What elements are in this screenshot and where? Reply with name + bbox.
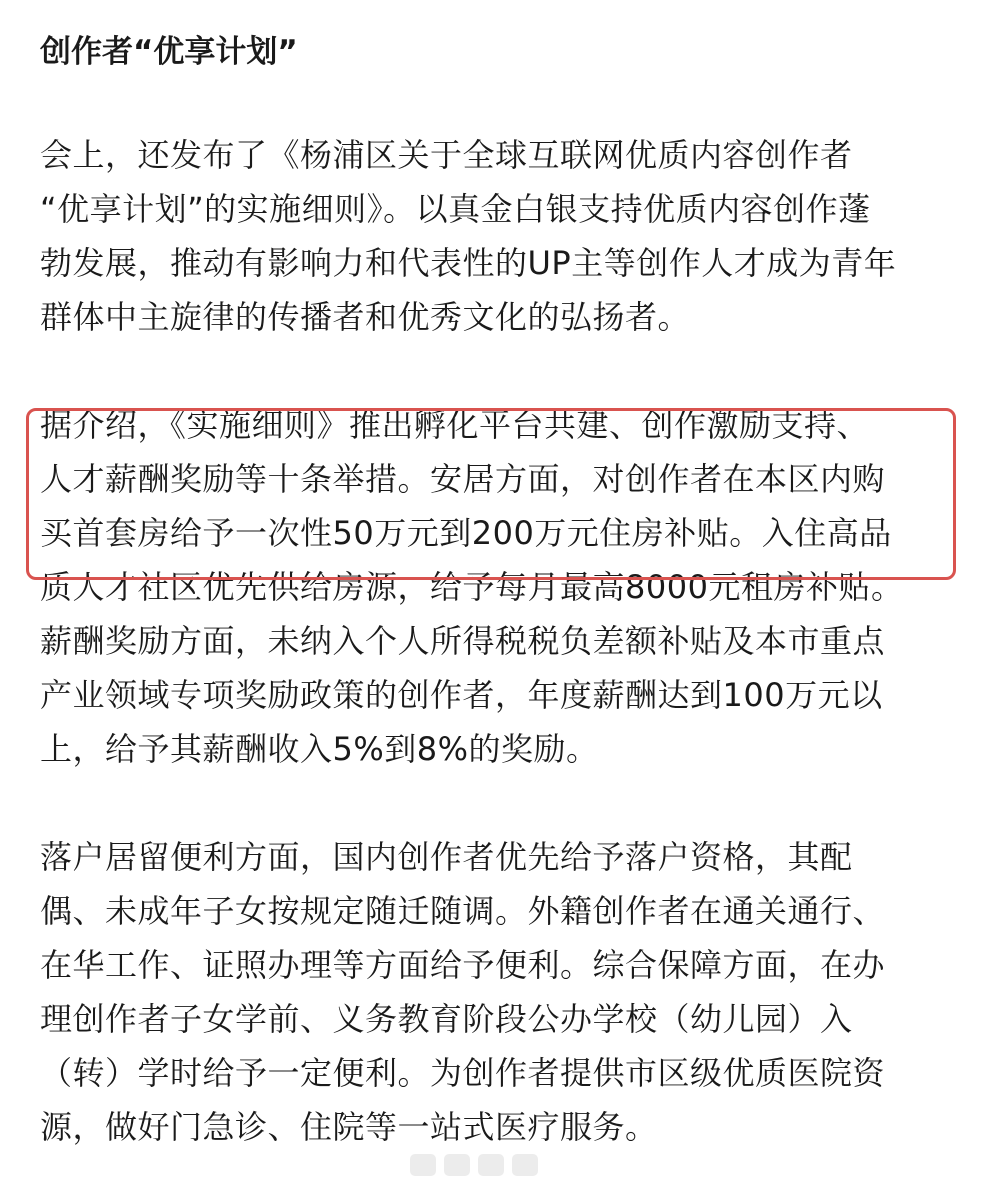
paragraph-line: 落户居留便利方面，国内创作者优先给予落户资格，其配 bbox=[40, 838, 853, 876]
paragraph-line: 据介绍，《实施细则》推出孵化平台共建、创作激励支持、 bbox=[40, 406, 870, 444]
paragraph-line: 买首套房给予一次性50万元到200万元住房补贴。入住高品 bbox=[40, 514, 892, 552]
paragraph-line: 人才薪酬奖励等十条举措。安居方面，对创作者在本区内购 bbox=[40, 460, 886, 498]
paragraph-line: （转）学时给予一定便利。为创作者提供市区级优质医院资 bbox=[40, 1054, 886, 1092]
article bbox=[40, 22, 940, 1154]
watermark-block bbox=[410, 1154, 436, 1176]
paragraph-line: “优享计划”的实施细则》。以真金白银支持优质内容创作蓬 bbox=[40, 190, 871, 228]
paragraph-line: 在华工作、证照办理等方面给予便利。综合保障方面，在办 bbox=[40, 946, 886, 984]
paragraph-line: 源，做好门急诊、住院等一站式医疗服务。 bbox=[40, 1108, 658, 1146]
paragraph-line: 薪酬奖励方面，未纳入个人所得税税负差额补贴及本市重点 bbox=[40, 622, 886, 660]
paragraph-line: 会上，还发布了《杨浦区关于全球互联网优质内容创作者 bbox=[40, 136, 853, 174]
section-heading: 创作者“优享计划” bbox=[40, 34, 298, 70]
watermark bbox=[410, 1154, 538, 1176]
paragraph-line: 产业领域专项奖励政策的创作者，年度薪酬达到100万元以 bbox=[40, 676, 883, 714]
watermark-block bbox=[512, 1154, 538, 1176]
paragraph-line: 勃发展，推动有影响力和代表性的UP主等创作人才成为青年 bbox=[40, 244, 897, 282]
paragraph-3 bbox=[40, 830, 940, 1154]
paragraph-line: 上，给予其薪酬收入5%到8%的奖励。 bbox=[40, 730, 599, 768]
paragraph-line: 偶、未成年子女按规定随迁随调。外籍创作者在通关通行、 bbox=[40, 892, 886, 930]
watermark-block bbox=[444, 1154, 470, 1176]
paragraph-line: 群体中主旋律的传播者和优秀文化的弘扬者。 bbox=[40, 298, 691, 336]
paragraph-1 bbox=[40, 128, 940, 344]
paragraph-line: 理创作者子女学前、义务教育阶段公办学校（幼儿园）入 bbox=[40, 1000, 853, 1038]
paragraph-line: 质人才社区优先供给房源，给予每月最高8000元租房补贴。 bbox=[40, 568, 904, 606]
paragraph-2 bbox=[40, 398, 940, 776]
watermark-block bbox=[478, 1154, 504, 1176]
